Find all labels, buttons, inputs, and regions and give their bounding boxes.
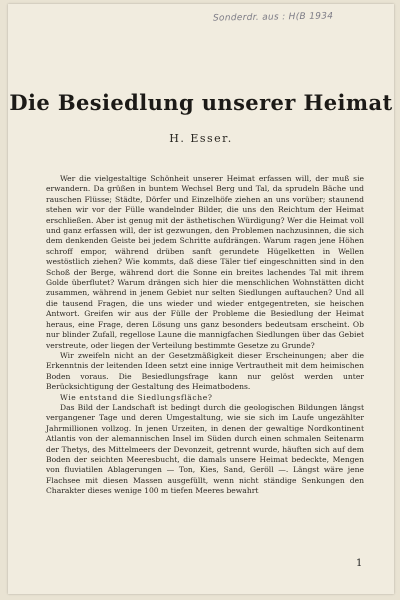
author-name: H. Esser. bbox=[169, 132, 233, 145]
paragraph: Wer die vielgestaltige Schönheit unserer Heimat erfassen will, der muß sie erwandern. Da grüßen in buntem Wechsel Berg und Tal, da sprudeln Bäche und rauschen Flüsse; Städte, Dörfer und Einzelhöfe ziehen an uns vorüber; staunend stehen wir vor der Fülle wandelnder Bilder, die uns den Reichtum der Heimat erschließen. Aber ist genug mit der ästhetischen Würdigung? Wer die Heimat voll und ganz erfassen will, der ist gezwungen, den Problemen nachzusinnen, die sich dem denkenden Geiste bei jedem Schritte aufdrängen. Warum ragen jene Höhen schroff empor, während drüben sanft gerundete Hügelketten in Wellen westöstlich ziehen? Wie kommts, daß diese Täler tief eingeschnitten sind in den Schoß der Berge, während dort die Sonne ein breites lachendes Tal mit ihrem Golde überflutet? Warum drängen sich hier die menschlichen Wohnstätten dicht zusammen, während in jenem Gebiet nur selten Siedlungen auftauchen? Und all die tausend Fragen, die uns wieder und wieder entgegentreten, sie heischen Antwort. Greifen wir aus der Fülle der Probleme die Besiedlung der Heimat heraus, eine Frage, deren Lösung uns ganz besonders bedeutsam erscheint. Ob nur blinder Zufall, regellose Laune die mannigfachen Siedlungen über das Gebiet verstreute, oder liegen der Verteilung bestimmte Gesetze zu Grunde? bbox=[46, 174, 364, 350]
document-page bbox=[8, 4, 394, 594]
article-body bbox=[46, 174, 364, 497]
handwritten-annotation: Sonderdr. aus : H(B 1934 bbox=[212, 11, 334, 24]
paragraph: Das Bild der Landschaft ist bedingt durch die geologischen Bildungen längst vergangener Tage und deren Umgestaltung, wie sie sich im Laufe ungezählter Jahrmillionen vollzog. In jenen Urzeiten, in denen der gewaltige Nordkontinent Atlantis von der alemannischen Insel im Süden durch einen schmalen Seitenarm der Thetys, des Mittelmeers der Devonzeit, getrennt wurde, häuften sich auf dem Boden der seichten Meeresbucht, die damals unsere Heimat bedeckte, Mengen von fluviatilen Ablagerungen — Ton, Kies, Sand, Geröll —. Längst wäre jene Flachsee mit diesen Massen ausgefüllt, wenn nicht ständige Senkungen den Charakter dieses wenige 100 m tiefen Meeres bewahrt bbox=[46, 402, 364, 496]
page-number: 1 bbox=[356, 558, 363, 569]
section-heading: Wie entstand die Siedlungsfläche? bbox=[60, 392, 213, 402]
page-title: Die Besiedlung unserer Heimat bbox=[9, 90, 393, 115]
paragraph: Wir zweifeln nicht an der Gesetzmäßigkeit dieser Erscheinungen; aber die Erkenntnis der leitenden Ideen setzt eine innige Vertrautheit mit dem heimischen Boden voraus. Die Besiedlungsfrage kann nur gelöst werden unter Berücksichtigung der Gestaltung des Heimatbodens. bbox=[46, 350, 364, 392]
